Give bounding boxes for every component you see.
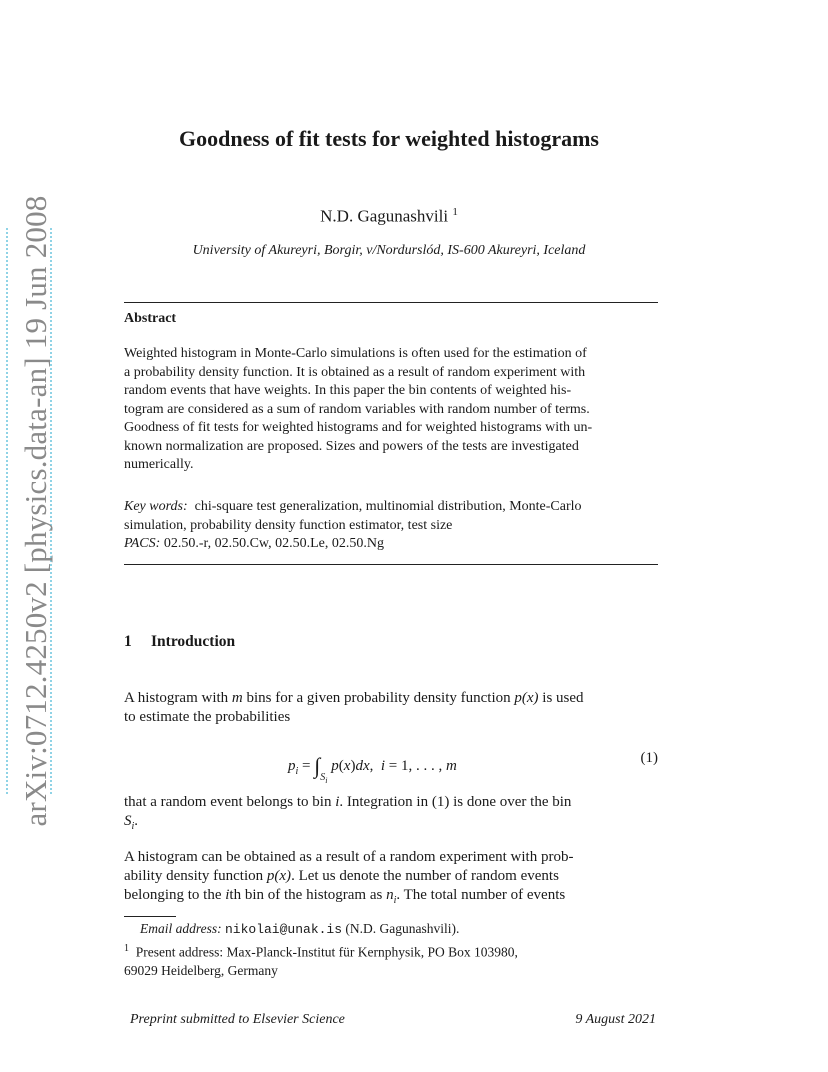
affiliation: University of Akureyri, Borgir, v/Nordurslód, IS-600 Akureyri, Iceland (192, 243, 586, 258)
section-title: Introduction (151, 633, 236, 650)
email-link[interactable]: nikolai@unak.is (225, 922, 343, 937)
text-run: A histogram with (124, 690, 232, 706)
abstract-line: Weighted histogram in Monte-Carlo simulations is often used for the estimation of (124, 346, 587, 361)
abstract-line: a probability density function. It is obtained as a result of random experiment with (124, 364, 586, 380)
intro-paragraph-1 (124, 689, 658, 727)
email-label: Email address: (140, 921, 222, 936)
text-run: th bin of the histogram as (229, 887, 387, 903)
arxiv-stamp: arXiv:0712.4250v2 [physics.data-an] 19 Jun 2008 (18, 195, 53, 827)
text-run: ability density function (124, 868, 267, 884)
text-run: A histogram can be obtained as a result of a random experiment with prob- (124, 849, 574, 865)
footer-date: 9 August 2021 (575, 1012, 656, 1027)
math-i: i (335, 794, 340, 810)
abstract-line: Goodness of fit tests for weighted histograms and for weighted histograms with un- (124, 420, 593, 435)
section-heading (124, 633, 235, 651)
text-run: belonging to the (124, 887, 226, 903)
math-m: m (231, 690, 243, 706)
math-px: p(x) (266, 868, 292, 884)
equation-1: $p_i = \int_{S_i}$ p(x)dx, i = 1, . . . , m (288, 753, 457, 785)
abstract-line: numerically. (124, 457, 194, 472)
text-run: bins for a given probability density function (242, 690, 515, 706)
pacs-label: PACS: (124, 536, 161, 551)
abstract-bottom-rule (124, 564, 658, 565)
section-number: 1 (124, 633, 132, 650)
math-px: p(x) (514, 690, 539, 706)
text-run: . The total number of events (396, 887, 566, 903)
footnote-rule (124, 916, 176, 917)
author (0, 206, 778, 227)
text-run: . Let us denote the number of random events (291, 868, 559, 884)
intro-paragraph-3 (124, 848, 658, 910)
math-ni: $n_i$ (386, 887, 397, 906)
footnote-line: 69029 Heidelberg, Germany (124, 962, 278, 978)
abstract-text (124, 345, 658, 475)
math-S: S (124, 813, 132, 829)
text-run: to estimate the probabilities (124, 709, 291, 725)
math-i: i (225, 887, 230, 903)
footnote-email (140, 920, 674, 939)
text-run: is used (538, 690, 584, 706)
math-sub-i: i (131, 821, 135, 832)
keywords-line1: chi-square test generalization, multinomial distribution, Monte-Carlo (194, 499, 582, 514)
keywords-label: Key words: (124, 499, 188, 514)
paper-title: Goodness of fit tests for weighted histograms (178, 126, 599, 151)
footnote-line: Present address: Max-Planck-Institut für Kernphysik, PO Box 103980, (135, 944, 518, 960)
abstract-line: togram are considered as a sum of random variables with random number of terms. (124, 401, 590, 417)
text-run: that a random event belongs to bin (124, 794, 336, 810)
pacs-codes: 02.50.-r, 02.50.Cw, 02.50.Le, 02.50.Ng (163, 536, 384, 551)
abstract-line: known normalization are proposed. Sizes and powers of the tests are investigated (124, 438, 579, 454)
author-footnote-mark: 1 (452, 206, 458, 218)
author-name: N.D. Gagunashvili (320, 206, 449, 226)
intro-paragraph-2: that a random event belongs to bin i. Integration in (1) is done over the bin $S_i$. (124, 794, 572, 832)
equation-number: (1) (640, 750, 658, 766)
keywords (124, 498, 658, 554)
footer-preprint: Preprint submitted to Elsevier Science (130, 1012, 345, 1027)
keywords-line2: simulation, probability density function estimator, test size (124, 517, 453, 533)
footnote-present-address (124, 940, 658, 980)
abstract-top-rule (124, 302, 658, 303)
email-name: (N.D. Gagunashvili). (345, 921, 460, 936)
abstract-heading: Abstract (124, 311, 177, 326)
abstract-line: random events that have weights. In this paper the bin contents of weighted his- (124, 383, 572, 398)
footnote-mark: 1 (124, 943, 129, 954)
text-run: . Integration in (1) is done over the bin (339, 794, 572, 810)
